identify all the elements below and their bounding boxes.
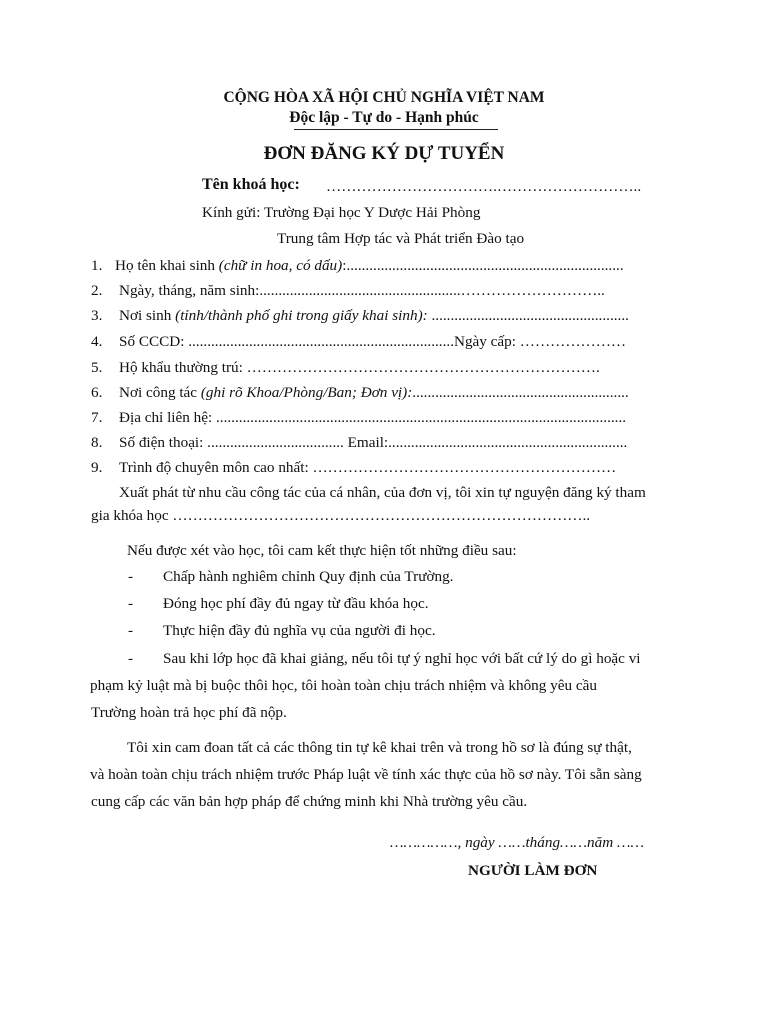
field-text: Trình độ chuyên môn cao nhất: …………………………………………………… [119, 459, 617, 476]
field-text [119, 282, 605, 300]
field-label: Họ tên khai sinh [115, 257, 219, 274]
commitment-text-cont: Trường hoàn trả học phí đã nộp. [91, 704, 287, 721]
commitment-text: Chấp hành nghiêm chỉnh Quy định của Trường. [163, 568, 454, 585]
field-number: 1. [91, 257, 103, 274]
bullet-dash: - [128, 595, 134, 612]
nation-header: CỘNG HÒA XÃ HỘI CHỦ NGHĨA VIỆT NAM [223, 89, 545, 106]
form-title: ĐƠN ĐĂNG KÝ DỰ TUYỂN [263, 143, 505, 164]
motto-header: Độc lập - Tự do - Hạnh phúc [289, 109, 479, 126]
field-label: Nơi sinh [119, 307, 176, 324]
declaration-line-2: và hoàn toàn chịu trách nhiệm trước Pháp luật về tính xác thực của hồ sơ này. Tôi sẵn sàng [90, 766, 642, 783]
field-number: 8. [91, 434, 103, 451]
bullet-dash: - [128, 650, 134, 667]
field-number: 6. [91, 384, 103, 401]
date-line: ……………, ngày ……tháng……năm …… [390, 834, 645, 851]
field-blank: .....................................................……………………….. [259, 282, 605, 299]
bullet-dash: - [128, 568, 134, 585]
field-text: Số điện thoại: .................................... Email:............................................................... [119, 434, 628, 451]
field-note: (ghi rõ Khoa/Phòng/Ban; Đơn vị): [200, 384, 413, 401]
course-label: Tên khoá học: [202, 176, 300, 193]
purpose-line-1: Xuất phát từ nhu cầu công tác của cá nhân, của đơn vị, tôi xin tự nguyện đăng ký tham [119, 484, 646, 501]
field-note: (chữ in hoa, có dấu) [218, 257, 343, 274]
field-number: 9. [91, 459, 103, 476]
purpose-line-2: gia khóa học ……………………………………………………………………….. [91, 507, 591, 524]
field-number: 3. [91, 307, 103, 324]
commitment-text: Sau khi lớp học đã khai giảng, nếu tôi tự ý nghỉ học với bất cứ lý do gì hoặc vi [163, 650, 641, 667]
field-blank: .................................................... [427, 307, 629, 324]
field-number: 7. [91, 409, 103, 426]
course-blank: …………………………….……………………….. [326, 178, 642, 195]
field-number: 5. [91, 359, 103, 376]
recipient-line-1: Kính gửi: Trường Đại học Y Dược Hải Phòng [202, 204, 481, 221]
motto-underline [294, 129, 498, 130]
field-text [115, 257, 624, 275]
field-text: Địa chỉ liên hệ: ............................................................................................................ [119, 409, 627, 426]
signer-title: NGƯỜI LÀM ĐƠN [468, 862, 598, 879]
field-text: Số CCCD: ......................................................................Ngày cấp: ………………… [119, 333, 627, 350]
field-number: 4. [91, 333, 103, 350]
commit-intro: Nếu được xét vào học, tôi cam kết thực hiện tốt những điều sau: [127, 542, 517, 559]
field-text: Hộ khẩu thường trú: ……………………………………………………………. [119, 359, 600, 376]
field-blank: :......................................................................... [342, 257, 624, 274]
declaration-line-1: Tôi xin cam đoan tất cả các thông tin tự kê khai trên và trong hồ sơ là đúng sự thật, [127, 739, 632, 756]
bullet-dash: - [128, 622, 134, 639]
field-text [119, 384, 629, 402]
field-blank: ......................................................... [412, 384, 629, 401]
field-text [119, 307, 629, 325]
declaration-line-3: cung cấp các văn bản hợp pháp để chứng minh khi Nhà trường yêu cầu. [91, 793, 528, 810]
commitment-text-cont: phạm kỷ luật mà bị buộc thôi học, tôi hoàn toàn chịu trách nhiệm và không yêu cầu [90, 677, 597, 694]
field-label: Nơi công tác [119, 384, 201, 401]
field-label: Ngày, tháng, năm sinh: [119, 282, 260, 299]
field-number: 2. [91, 282, 103, 299]
recipient-line-2: Trung tâm Hợp tác và Phát triển Đào tạo [277, 230, 525, 247]
commitment-text: Đóng học phí đầy đủ ngay từ đầu khóa học. [163, 595, 429, 612]
field-note: (tỉnh/thành phố ghi trong giấy khai sinh): [175, 307, 428, 324]
commitment-text: Thực hiện đầy đủ nghĩa vụ của người đi học. [163, 622, 436, 639]
